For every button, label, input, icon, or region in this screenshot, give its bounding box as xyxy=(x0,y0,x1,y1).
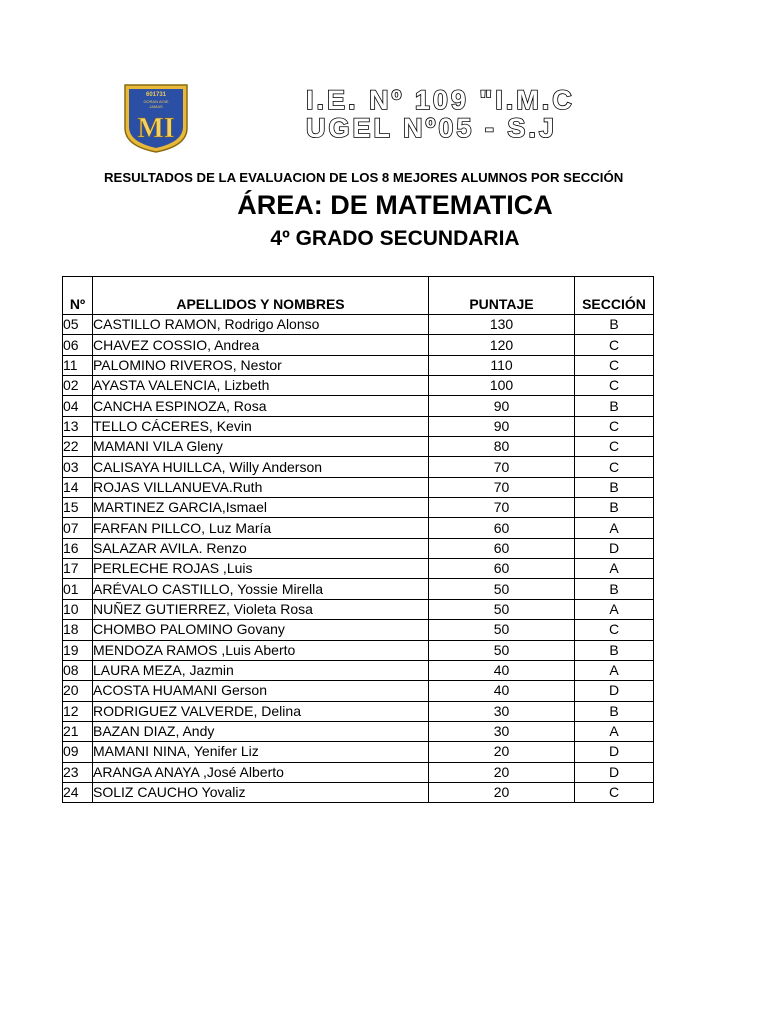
table-row xyxy=(63,599,654,619)
cell-score: 60 xyxy=(429,518,575,538)
cell-section: D xyxy=(575,762,654,782)
area-title: ÁREA: DE MATEMATICA xyxy=(237,190,553,220)
grade-title: 4º GRADO SECUNDARIA xyxy=(270,227,520,250)
report-subtitle: RESULTADOS DE LA EVALUACION DE LOS 8 MEJORES ALUMNOS POR SECCIÓN xyxy=(104,170,624,185)
cell-section: C xyxy=(575,437,654,457)
cell-section: B xyxy=(575,396,654,416)
cell-num: 06 xyxy=(63,335,93,355)
cell-score: 50 xyxy=(429,579,575,599)
table-row xyxy=(63,315,654,335)
cell-num: 05 xyxy=(63,315,93,335)
cell-score: 70 xyxy=(429,498,575,518)
cell-name: CHAVEZ COSSIO, Andrea xyxy=(93,335,429,355)
cell-score: 30 xyxy=(429,721,575,741)
cell-section: B xyxy=(575,701,654,721)
cell-num: 07 xyxy=(63,518,93,538)
cell-name: MAMANI NINA, Yenifer Liz xyxy=(93,742,429,762)
cell-num: 23 xyxy=(63,762,93,782)
svg-text:601731: 601731 xyxy=(145,92,167,98)
cell-score: 100 xyxy=(429,376,575,396)
cell-score: 30 xyxy=(429,701,575,721)
cell-score: 70 xyxy=(429,477,575,497)
cell-section: C xyxy=(575,335,654,355)
institution-banner xyxy=(306,86,652,146)
cell-name: ARÉVALO CASTILLO, Yossie Mirella xyxy=(93,579,429,599)
cell-name: BAZAN DIAZ, Andy xyxy=(93,721,429,741)
table-header-row xyxy=(63,277,654,315)
ugel-name: UGEL Nº05 - S.J xyxy=(306,113,557,143)
cell-name: PALOMINO RIVEROS, Nestor xyxy=(93,355,429,375)
cell-name: SOLIZ CAUCHO Yovaliz xyxy=(93,782,429,802)
cell-score: 40 xyxy=(429,681,575,701)
cell-name: PERLECHE ROJAS ,Luis xyxy=(93,559,429,579)
cell-name: NUÑEZ GUTIERREZ, Violeta Rosa xyxy=(93,599,429,619)
table-row xyxy=(63,518,654,538)
cell-num: 03 xyxy=(63,457,93,477)
cell-section: C xyxy=(575,376,654,396)
cell-section: A xyxy=(575,721,654,741)
cell-num: 17 xyxy=(63,559,93,579)
col-header-name: APELLIDOS Y NOMBRES xyxy=(93,277,429,315)
cell-section: B xyxy=(575,579,654,599)
cell-name: CHOMBO PALOMINO Govany xyxy=(93,620,429,640)
cell-num: 20 xyxy=(63,681,93,701)
cell-score: 50 xyxy=(429,599,575,619)
cell-name: CALISAYA HUILLCA, Willy Anderson xyxy=(93,457,429,477)
cell-section: B xyxy=(575,498,654,518)
table-row xyxy=(63,355,654,375)
svg-text:JAMAS: JAMAS xyxy=(149,104,163,109)
cell-num: 14 xyxy=(63,477,93,497)
table-row xyxy=(63,782,654,802)
cell-num: 01 xyxy=(63,579,93,599)
cell-score: 20 xyxy=(429,782,575,802)
cell-name: MARTINEZ GARCIA,Ismael xyxy=(93,498,429,518)
cell-num: 18 xyxy=(63,620,93,640)
cell-name: ROJAS VILLANUEVA.Ruth xyxy=(93,477,429,497)
cell-section: C xyxy=(575,782,654,802)
table-body xyxy=(63,315,654,803)
cell-num: 21 xyxy=(63,721,93,741)
col-header-score: PUNTAJE xyxy=(429,277,575,315)
table-row xyxy=(63,579,654,599)
table-row xyxy=(63,660,654,680)
cell-num: 16 xyxy=(63,538,93,558)
table-row xyxy=(63,620,654,640)
cell-section: D xyxy=(575,681,654,701)
table-row xyxy=(63,396,654,416)
cell-num: 02 xyxy=(63,376,93,396)
cell-score: 130 xyxy=(429,315,575,335)
cell-score: 50 xyxy=(429,640,575,660)
col-header-num: Nº xyxy=(63,277,93,315)
cell-score: 80 xyxy=(429,437,575,457)
cell-name: FARFAN PILLCO, Luz María xyxy=(93,518,429,538)
cell-section: B xyxy=(575,640,654,660)
table-row xyxy=(63,416,654,436)
cell-num: 11 xyxy=(63,355,93,375)
svg-text:GORAN AOIE: GORAN AOIE xyxy=(143,99,169,104)
cell-num: 13 xyxy=(63,416,93,436)
cell-num: 15 xyxy=(63,498,93,518)
cell-name: LAURA MEZA, Jazmin xyxy=(93,660,429,680)
cell-score: 120 xyxy=(429,335,575,355)
table-row xyxy=(63,376,654,396)
cell-num: 10 xyxy=(63,599,93,619)
table-row xyxy=(63,762,654,782)
table-row xyxy=(63,538,654,558)
table-row xyxy=(63,721,654,741)
cell-name: MAMANI VILA Gleny xyxy=(93,437,429,457)
cell-section: B xyxy=(575,315,654,335)
table-row xyxy=(63,640,654,660)
table-row xyxy=(63,742,654,762)
results-table xyxy=(62,276,654,803)
cell-section: C xyxy=(575,416,654,436)
cell-num: 09 xyxy=(63,742,93,762)
cell-section: A xyxy=(575,559,654,579)
cell-section: B xyxy=(575,477,654,497)
table-row xyxy=(63,477,654,497)
col-header-section: SECCIÓN xyxy=(575,277,654,315)
school-crest-logo xyxy=(122,82,190,154)
cell-score: 40 xyxy=(429,660,575,680)
cell-score: 20 xyxy=(429,742,575,762)
cell-section: A xyxy=(575,599,654,619)
table-row xyxy=(63,681,654,701)
cell-section: D xyxy=(575,538,654,558)
cell-num: 19 xyxy=(63,640,93,660)
cell-score: 60 xyxy=(429,559,575,579)
cell-section: D xyxy=(575,742,654,762)
table-row xyxy=(63,437,654,457)
cell-name: ARANGA ANAYA ,José Alberto xyxy=(93,762,429,782)
cell-name: TELLO CÁCERES, Kevin xyxy=(93,416,429,436)
cell-name: CANCHA ESPINOZA, Rosa xyxy=(93,396,429,416)
cell-num: 12 xyxy=(63,701,93,721)
table-row xyxy=(63,701,654,721)
table-row xyxy=(63,457,654,477)
cell-section: C xyxy=(575,355,654,375)
cell-name: RODRIGUEZ VALVERDE, Delina xyxy=(93,701,429,721)
cell-section: C xyxy=(575,457,654,477)
cell-num: 24 xyxy=(63,782,93,802)
institution-name: I.E. Nº 109 "I.M.C xyxy=(306,86,575,115)
cell-section: A xyxy=(575,518,654,538)
cell-score: 60 xyxy=(429,538,575,558)
cell-num: 22 xyxy=(63,437,93,457)
cell-name: AYASTA VALENCIA, Lizbeth xyxy=(93,376,429,396)
table-row xyxy=(63,335,654,355)
cell-score: 90 xyxy=(429,416,575,436)
cell-score: 20 xyxy=(429,762,575,782)
cell-score: 70 xyxy=(429,457,575,477)
cell-section: C xyxy=(575,620,654,640)
cell-num: 08 xyxy=(63,660,93,680)
cell-score: 50 xyxy=(429,620,575,640)
cell-section: A xyxy=(575,660,654,680)
cell-score: 90 xyxy=(429,396,575,416)
cell-name: ACOSTA HUAMANI Gerson xyxy=(93,681,429,701)
table-row xyxy=(63,498,654,518)
cell-num: 04 xyxy=(63,396,93,416)
table-row xyxy=(63,559,654,579)
cell-name: MENDOZA RAMOS ,Luis Aberto xyxy=(93,640,429,660)
cell-name: CASTILLO RAMON, Rodrigo Alonso xyxy=(93,315,429,335)
cell-name: SALAZAR AVILA. Renzo xyxy=(93,538,429,558)
svg-text:MI: MI xyxy=(137,113,175,144)
cell-score: 110 xyxy=(429,355,575,375)
